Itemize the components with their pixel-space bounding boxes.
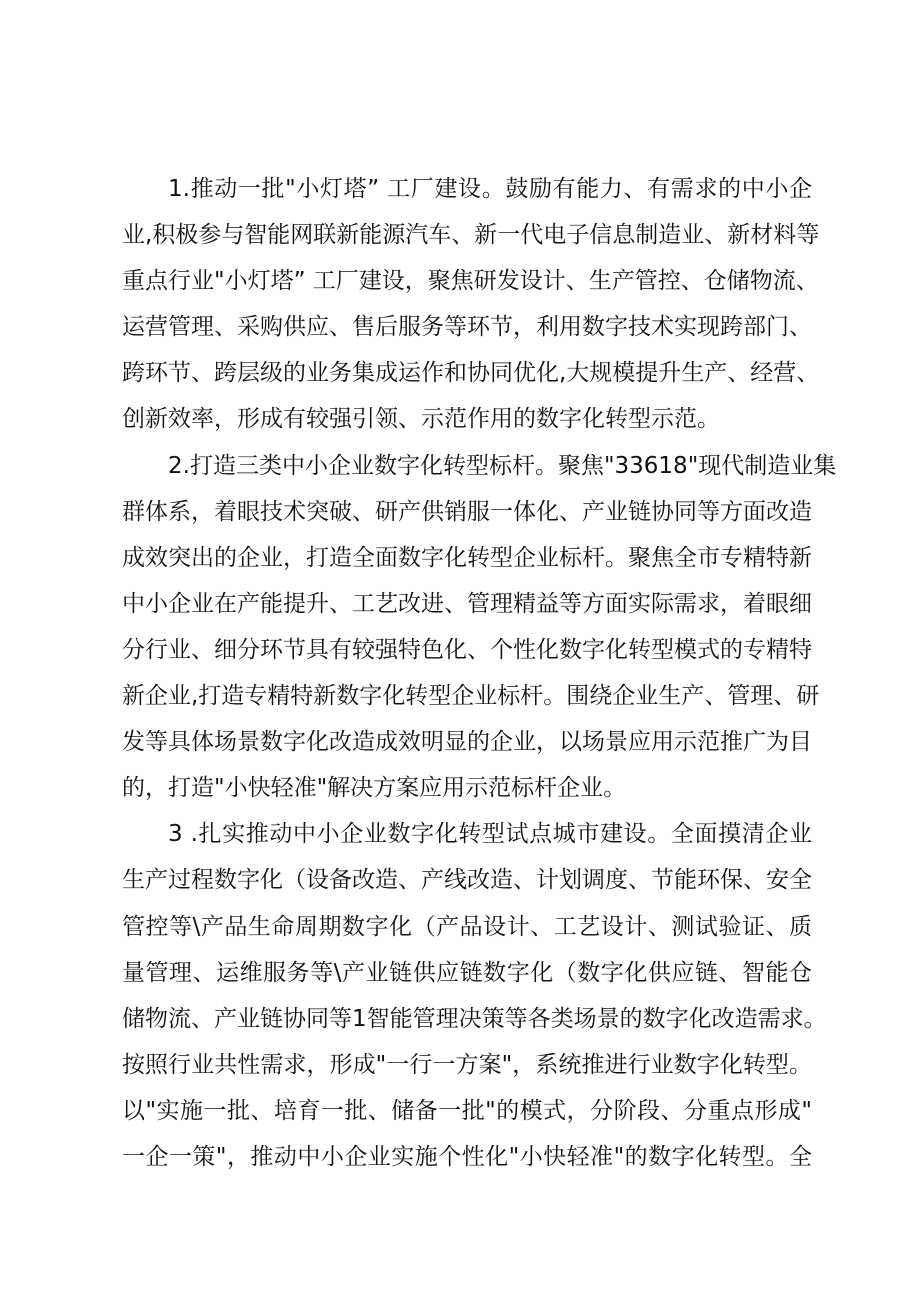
document-body xyxy=(122,166,837,1180)
paragraph-2 xyxy=(122,443,837,812)
text-line: 以"实施一批、培育一批、储备一批"的模式，分阶段、分重点形成" xyxy=(122,1097,812,1124)
text-line: 1.推动一批"小灯塔” 工厂建设。鼓励有能力、有需求的中小企 xyxy=(168,176,812,202)
text-line: 生产过程数字化（设备改造、产线改造、计划调度、节能环保、安全 xyxy=(122,867,812,894)
text-line: 管控等\产品生命周期数字化（产品设计、工艺设计、测试验证、质 xyxy=(122,913,812,940)
text-line: 新企业,打造专精特新数字化转型企业标杆。围绕企业生产、管理、研 xyxy=(122,683,820,710)
text-line: 3 .扎实推动中小企业数字化转型试点城市建设。全面摸清企业 xyxy=(168,821,812,848)
text-line: 一企一策"，推动中小企业实施个性化"小快轻准"的数字化转型。全 xyxy=(122,1143,812,1170)
paragraph-1 xyxy=(122,166,820,443)
text-line: 储物流、产业链协同等1智能管理决策等各类场景的数字化改造需求。 xyxy=(122,1005,827,1032)
text-line: 重点行业"小灯塔” 工厂建设，聚焦研发设计、生产管控、仓储物流、 xyxy=(122,268,819,295)
text-line: 量管理、运维服务等\产业链供应链数字化（数字化供应链、智能仓 xyxy=(122,959,812,986)
text-line: 按照行业共性需求，形成"一行一方案"，系统推进行业数字化转型。 xyxy=(122,1051,812,1078)
text-line: 成效突出的企业，打造全面数字化转型企业标杆。聚焦全市专精特新 xyxy=(122,544,812,571)
text-line: 创新效率，形成有较强引领、示范作用的数字化转型示范。 xyxy=(122,406,720,433)
text-line: 的，打造"小快轻准"解决方案应用示范标杆企业。 xyxy=(122,775,627,802)
paragraph-3 xyxy=(122,811,827,1180)
text-line: 中小企业在产能提升、工艺改进、管理精益等方面实际需求，着眼细 xyxy=(122,590,812,617)
text-line: 运营管理、采购供应、售后服务等环节，利用数字技术实现跨部门、 xyxy=(122,314,812,341)
text-line: 跨环节、跨层级的业务集成运作和协同优化,大规模提升生产、经营、 xyxy=(122,360,820,387)
text-line: 业,积极参与智能网联新能源汽车、新一代电子信息制造业、新材料等 xyxy=(122,222,820,249)
text-line: 分行业、细分环节具有较强特色化、个性化数字化转型模式的专精特 xyxy=(122,636,812,663)
text-line: 2.打造三类中小企业数字化转型标杆。聚焦"33618"现代制造业集 xyxy=(168,452,837,479)
text-line: 发等具体场景数字化改造成效明显的企业，以场景应用示范推广为目 xyxy=(122,729,812,756)
text-line: 群体系，着眼技术突破、研产供销服一体化、产业链协同等方面改造 xyxy=(122,498,812,525)
